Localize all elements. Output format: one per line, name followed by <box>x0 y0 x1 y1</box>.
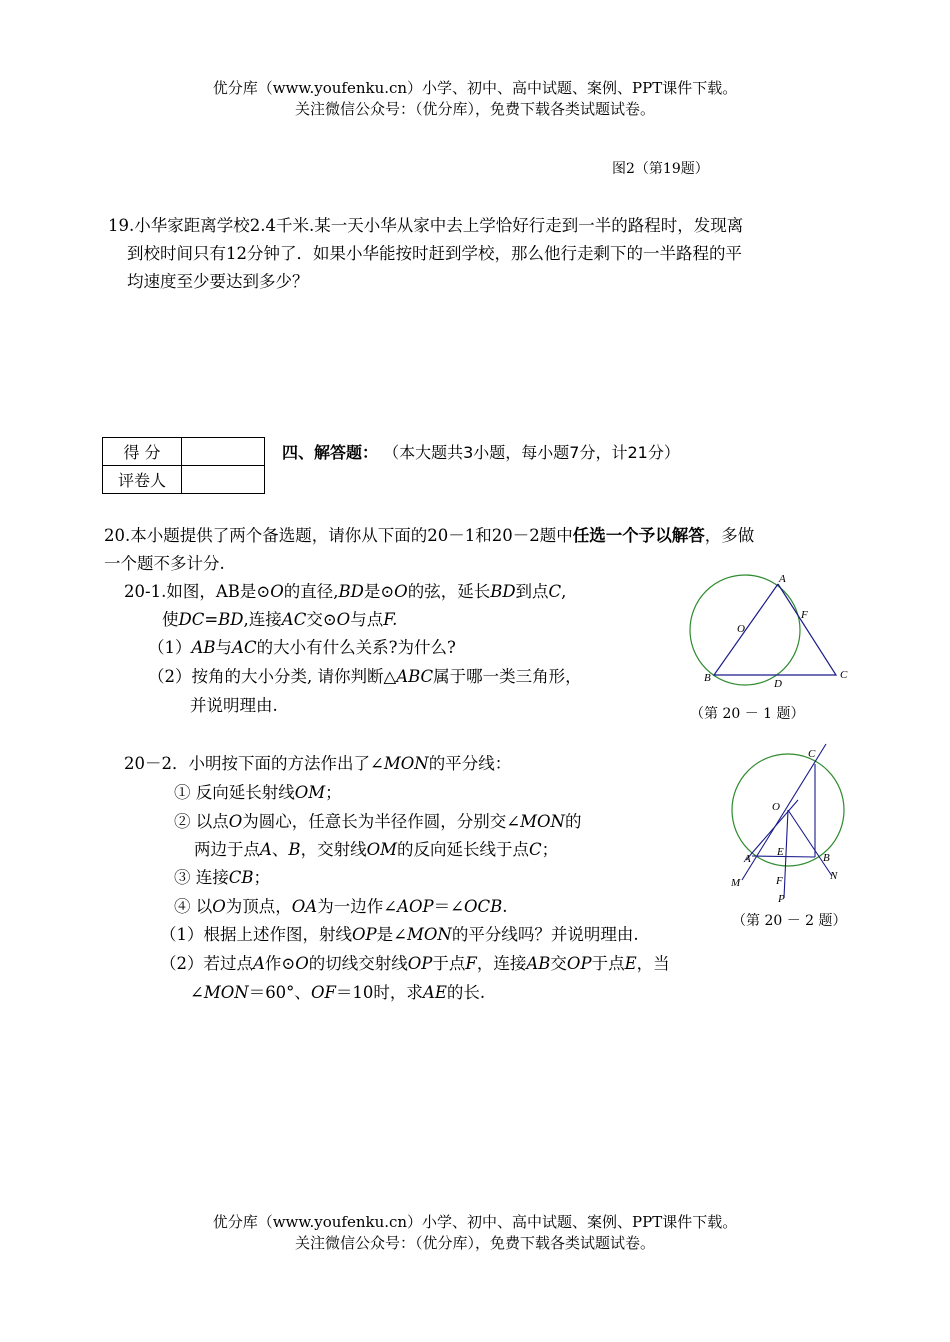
text-run: MON <box>203 983 249 1002</box>
q20-2-step-3 <box>174 864 270 892</box>
text-run: 的反向延长线于点 <box>396 840 529 859</box>
text-run: 是∠ <box>376 925 407 944</box>
section-4-heading <box>282 440 680 463</box>
text-run: OM <box>294 783 326 802</box>
fig1-label-d: D <box>774 678 782 690</box>
text-run: O <box>212 897 226 916</box>
text-run: AB <box>191 638 216 657</box>
text-run: OP <box>352 925 377 944</box>
text-run: 的大小有什么关系?为什么? <box>256 638 456 657</box>
header-line-1: 优分库（www.youfenku.cn）小学、初中、高中试题、案例、PPT课件下载。 <box>212 79 738 97</box>
fig2-label-f: F <box>776 875 783 887</box>
fig2-label-o: O <box>772 801 780 813</box>
text-run: （1） <box>148 638 192 657</box>
text-run: ② 以点 <box>174 812 229 831</box>
footer-line-2: 关注微信公众号：（优分库），免费下载各类试题试卷。 <box>294 1234 655 1252</box>
text-run: AE <box>422 983 447 1002</box>
text-run: ； <box>253 868 270 887</box>
fig1-label-o: O <box>737 623 745 635</box>
text-run: （1）根据上述作图，射线 <box>160 925 352 944</box>
text-run: 的平分线吗？并说明理由. <box>451 925 639 944</box>
text-run: BD <box>338 582 364 601</box>
text-run: （2）按角的大小分类, 请你判断△ <box>148 667 397 686</box>
text-run: MON <box>406 925 452 944</box>
text-run: DC=BD <box>178 610 244 629</box>
text-run: OP <box>566 954 592 973</box>
text-run: CB <box>228 868 254 887</box>
text-run: F <box>465 954 477 973</box>
text-run: 于点 <box>591 954 625 973</box>
fig2-label-p: P <box>778 893 785 905</box>
figure-20-2-caption: （第 20 － 2 题） <box>732 913 847 929</box>
text-run: ＝10时，求 <box>335 983 423 1002</box>
score-label: 得 分 <box>103 438 182 466</box>
text-run: O <box>270 582 284 601</box>
text-run: OCB <box>463 897 503 916</box>
text-run: . <box>502 897 508 916</box>
text-run: 两边于点 <box>194 840 260 859</box>
text-run: BD <box>490 582 516 601</box>
q19-line-3: 均速度至少要达到多少？ <box>127 272 309 291</box>
text-run: 的切线交射线 <box>308 954 408 973</box>
text-run: B <box>288 840 301 859</box>
figure-20-2 <box>720 740 860 910</box>
text-run: 、 <box>271 840 289 859</box>
text-run: ； <box>325 783 342 802</box>
text-run: 的 <box>564 812 582 831</box>
q20-2-line-1 <box>124 750 511 778</box>
text-run: 的弦，延长 <box>407 582 491 601</box>
q20-intro-text-end: ，多做 <box>704 526 755 545</box>
text-run: ① 反向延长射线 <box>174 783 295 802</box>
fig1-label-b: B <box>704 672 711 684</box>
text-run: 的直径, <box>283 582 339 601</box>
fig1-label-c: C <box>840 669 848 681</box>
text-run: , <box>561 582 567 601</box>
fig2-label-b: B <box>823 852 830 864</box>
text-run: AB <box>526 954 551 973</box>
text-run: O <box>228 812 243 831</box>
text-run: OF <box>310 983 336 1002</box>
score-cell[interactable] <box>182 438 265 466</box>
text-run: 为一边作∠ <box>317 897 398 916</box>
fig2-label-a: A <box>744 853 751 865</box>
grader-cell[interactable] <box>182 466 265 494</box>
text-run: O <box>295 954 309 973</box>
text-run: MON <box>383 754 429 773</box>
text-run: 与点 <box>350 610 384 629</box>
text-run: 的长. <box>446 983 486 1002</box>
q20-2-part-1 <box>160 921 639 949</box>
q20-intro-emphasis: 任选一个予以解答 <box>572 526 705 545</box>
text-run: A <box>253 954 265 973</box>
text-run: 是⊙ <box>363 582 395 601</box>
text-run: AC <box>281 610 307 629</box>
fig2-line-op <box>784 810 788 898</box>
q20-1-part-1 <box>148 634 456 662</box>
q20-1-line-2 <box>162 606 397 634</box>
q20-2-step-2 <box>174 808 581 836</box>
fig1-label-f: F <box>801 609 808 621</box>
q20-2-step-1 <box>174 779 342 807</box>
text-run: 于点 <box>432 954 466 973</box>
text-run: ,连接 <box>243 610 282 629</box>
text-run: ＝60°、 <box>248 983 311 1002</box>
text-run: 与 <box>215 638 233 657</box>
q19-line-1: 19.小华家距离学校2.4千米.某一天小华从家中去上学恰好行走到一半的路程时，发现离 <box>108 216 744 235</box>
text-run: 20-1.如图，AB是⊙ <box>124 582 271 601</box>
text-run: ＝∠ <box>433 897 464 916</box>
text-run: 属于哪一类三角形， <box>433 667 582 686</box>
text-run: 使 <box>162 610 179 629</box>
figure-20-1 <box>680 566 860 696</box>
text-run: ③ 连接 <box>174 868 229 887</box>
q20-2-step-4 <box>174 893 507 921</box>
text-run: OA <box>291 897 318 916</box>
text-run: 为顶点， <box>225 897 292 916</box>
fig1-label-a: A <box>779 573 786 585</box>
text-run: ，连接 <box>476 954 527 973</box>
text-run: AC <box>232 638 257 657</box>
score-table <box>102 437 265 494</box>
text-run: 的平分线： <box>428 754 512 773</box>
text-run: 到点 <box>515 582 549 601</box>
grader-label: 评卷人 <box>103 466 182 494</box>
text-run: 交⊙ <box>306 610 337 629</box>
footer-line-1: 优分库（www.youfenku.cn）小学、初中、高中试题、案例、PPT课件下载。 <box>212 1213 738 1231</box>
q20-1-part-2 <box>148 663 582 691</box>
text-run: E <box>624 954 637 973</box>
text-run: O <box>336 610 351 629</box>
fig2-label-e: E <box>777 846 784 858</box>
text-run: ； <box>541 840 559 859</box>
section-4-note: （本大题共3小题，每小题7分，计21分） <box>383 443 680 462</box>
text-run: ，交射线 <box>300 840 367 859</box>
text-run: ABC <box>396 667 434 686</box>
figure-20-1-caption: （第 20 － 1 题） <box>690 706 805 722</box>
fig2-label-m: M <box>731 877 741 889</box>
text-run: MON <box>520 812 565 831</box>
text-run: C <box>528 840 542 859</box>
q20-intro-line-1 <box>104 522 754 550</box>
q20-intro-line-2: 一个题不多计分. <box>104 554 225 573</box>
q20-2-step-2-cont <box>194 836 558 864</box>
text-run: 为圆心，任意长为半径作圆，分别交∠ <box>242 812 521 831</box>
text-run: （2）若过点 <box>160 954 253 973</box>
fig1-triangle <box>714 584 836 675</box>
text-run: ∠ <box>190 983 204 1002</box>
text-run: A <box>260 840 272 859</box>
q19-line-2: 到校时间只有12分钟了．如果小华能按时赶到学校，那么他行走剩下的一半路程的平 <box>127 244 742 263</box>
text-run: OM <box>366 840 397 859</box>
text-run: 交 <box>550 954 567 973</box>
fig2-label-c: C <box>808 748 816 760</box>
section-4-title: 四、解答题： <box>282 443 379 462</box>
text-run: ，当 <box>636 954 670 973</box>
q20-intro-text: 20.本小题提供了两个备选题，请你从下面的20－1和20－2题中 <box>104 526 573 545</box>
text-run: OP <box>407 954 433 973</box>
text-run: C <box>548 582 562 601</box>
q20-1-part-2-cont: 并说明理由. <box>190 696 278 715</box>
text-run: F. <box>383 610 398 629</box>
text-run: ④ 以 <box>174 897 213 916</box>
figure-2-caption: 图2（第19题） <box>612 161 709 177</box>
text-run: 20－2．小明按下面的方法作出了∠ <box>124 754 384 773</box>
text-run: 作⊙ <box>264 954 296 973</box>
fig2-label-n: N <box>830 870 838 882</box>
text-run: AOP <box>397 897 434 916</box>
q20-1-line-1 <box>124 578 566 606</box>
q20-2-part-2 <box>160 950 670 978</box>
q20-2-part-2-cont <box>190 979 485 1007</box>
header-line-2: 关注微信公众号：（优分库），免费下载各类试题试卷。 <box>294 100 655 118</box>
text-run: O <box>394 582 408 601</box>
